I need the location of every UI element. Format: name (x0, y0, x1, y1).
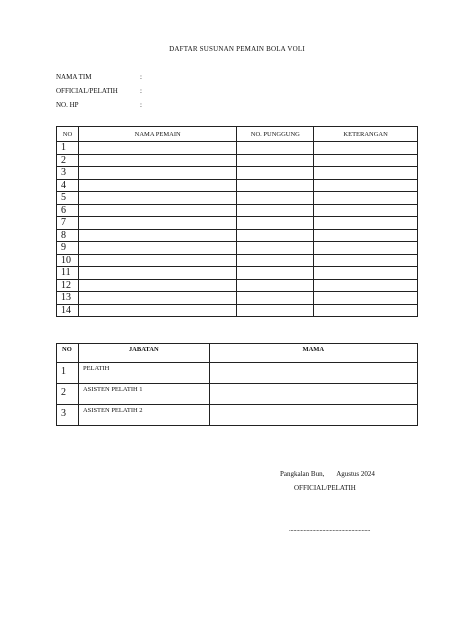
notes-cell[interactable] (314, 167, 418, 180)
header-notes: KETERANGAN (314, 127, 418, 142)
table-row (57, 204, 418, 217)
row-number: 6 (57, 204, 79, 217)
jersey-number-cell[interactable] (237, 304, 314, 317)
player-name-cell[interactable] (78, 292, 236, 305)
notes-cell[interactable] (314, 142, 418, 155)
position-cell: PELATIH (78, 363, 209, 384)
row-number: 7 (57, 217, 79, 230)
table-row (57, 405, 418, 426)
table-row (57, 242, 418, 255)
header-no: NO (57, 127, 79, 142)
table-row (57, 279, 418, 292)
table-row (57, 363, 418, 384)
info-separator: : (140, 73, 142, 81)
official-name-cell[interactable] (209, 384, 417, 405)
position-cell: ASISTEN PELATIH 1 (78, 384, 209, 405)
table-row (57, 154, 418, 167)
row-number: 13 (57, 292, 79, 305)
table-row (57, 179, 418, 192)
official-name-cell[interactable] (209, 405, 417, 426)
jersey-number-cell[interactable] (237, 242, 314, 255)
info-official (56, 87, 142, 95)
player-name-cell[interactable] (78, 304, 236, 317)
notes-cell[interactable] (314, 154, 418, 167)
player-name-cell[interactable] (78, 254, 236, 267)
row-number: 1 (57, 142, 79, 155)
player-name-cell[interactable] (78, 229, 236, 242)
table-row (57, 304, 418, 317)
player-name-cell[interactable] (78, 267, 236, 280)
notes-cell[interactable] (314, 192, 418, 205)
notes-cell[interactable] (314, 254, 418, 267)
jersey-number-cell[interactable] (237, 179, 314, 192)
jersey-number-cell[interactable] (237, 217, 314, 230)
jersey-number-cell[interactable] (237, 204, 314, 217)
table-row (57, 384, 418, 405)
position-cell: ASISTEN PELATIH 2 (78, 405, 209, 426)
row-number: 2 (57, 154, 79, 167)
table-row (57, 267, 418, 280)
player-name-cell[interactable] (78, 217, 236, 230)
table-row (57, 254, 418, 267)
jersey-number-cell[interactable] (237, 254, 314, 267)
row-number: 1 (57, 363, 79, 384)
table-row (57, 217, 418, 230)
player-name-cell[interactable] (78, 154, 236, 167)
jersey-number-cell[interactable] (237, 167, 314, 180)
jersey-number-cell[interactable] (237, 279, 314, 292)
notes-cell[interactable] (314, 204, 418, 217)
row-number: 4 (57, 179, 79, 192)
row-number: 5 (57, 192, 79, 205)
signature-line: ........................................................ (289, 525, 371, 533)
notes-cell[interactable] (314, 279, 418, 292)
place-date: Pangkalan Bun, Agustus 2024 (280, 470, 375, 478)
player-name-cell[interactable] (78, 242, 236, 255)
jersey-number-cell[interactable] (237, 142, 314, 155)
notes-cell[interactable] (314, 229, 418, 242)
row-number: 11 (57, 267, 79, 280)
info-phone (56, 101, 142, 109)
signature-role: OFFICIAL/PELATIH (294, 484, 356, 492)
table-row (57, 292, 418, 305)
document-title: DAFTAR SUSUNAN PEMAIN BOLA VOLI (169, 45, 305, 53)
notes-cell[interactable] (314, 292, 418, 305)
notes-cell[interactable] (314, 217, 418, 230)
player-name-cell[interactable] (78, 167, 236, 180)
jersey-number-cell[interactable] (237, 267, 314, 280)
notes-cell[interactable] (314, 267, 418, 280)
row-number: 2 (57, 384, 79, 405)
notes-cell[interactable] (314, 179, 418, 192)
notes-cell[interactable] (314, 242, 418, 255)
row-number: 8 (57, 229, 79, 242)
info-team-name (56, 73, 142, 81)
row-number: 9 (57, 242, 79, 255)
info-separator: : (140, 87, 142, 95)
player-name-cell[interactable] (78, 192, 236, 205)
header-player-name: NAMA PEMAIN (78, 127, 236, 142)
header-name: MAMA (209, 344, 417, 363)
player-name-cell[interactable] (78, 142, 236, 155)
header-no: NO (57, 344, 79, 363)
row-number: 3 (57, 167, 79, 180)
info-label: NAMA TIM (56, 73, 92, 81)
players-header-row (57, 127, 418, 142)
row-number: 14 (57, 304, 79, 317)
player-name-cell[interactable] (78, 279, 236, 292)
jersey-number-cell[interactable] (237, 192, 314, 205)
official-name-cell[interactable] (209, 363, 417, 384)
player-name-cell[interactable] (78, 204, 236, 217)
player-name-cell[interactable] (78, 179, 236, 192)
info-label: NO. HP (56, 101, 79, 109)
notes-cell[interactable] (314, 304, 418, 317)
officials-table (56, 343, 418, 426)
table-row (57, 229, 418, 242)
info-label: OFFICIAL/PELATIH (56, 87, 118, 95)
row-number: 10 (57, 254, 79, 267)
jersey-number-cell[interactable] (237, 229, 314, 242)
jersey-number-cell[interactable] (237, 154, 314, 167)
table-row (57, 192, 418, 205)
jersey-number-cell[interactable] (237, 292, 314, 305)
table-row (57, 142, 418, 155)
header-position: JABATAN (78, 344, 209, 363)
officials-header-row (57, 344, 418, 363)
table-row (57, 167, 418, 180)
players-table (56, 126, 418, 317)
row-number: 3 (57, 405, 79, 426)
row-number: 12 (57, 279, 79, 292)
info-separator: : (140, 101, 142, 109)
header-jersey-number: NO. PUNGGUNG (237, 127, 314, 142)
